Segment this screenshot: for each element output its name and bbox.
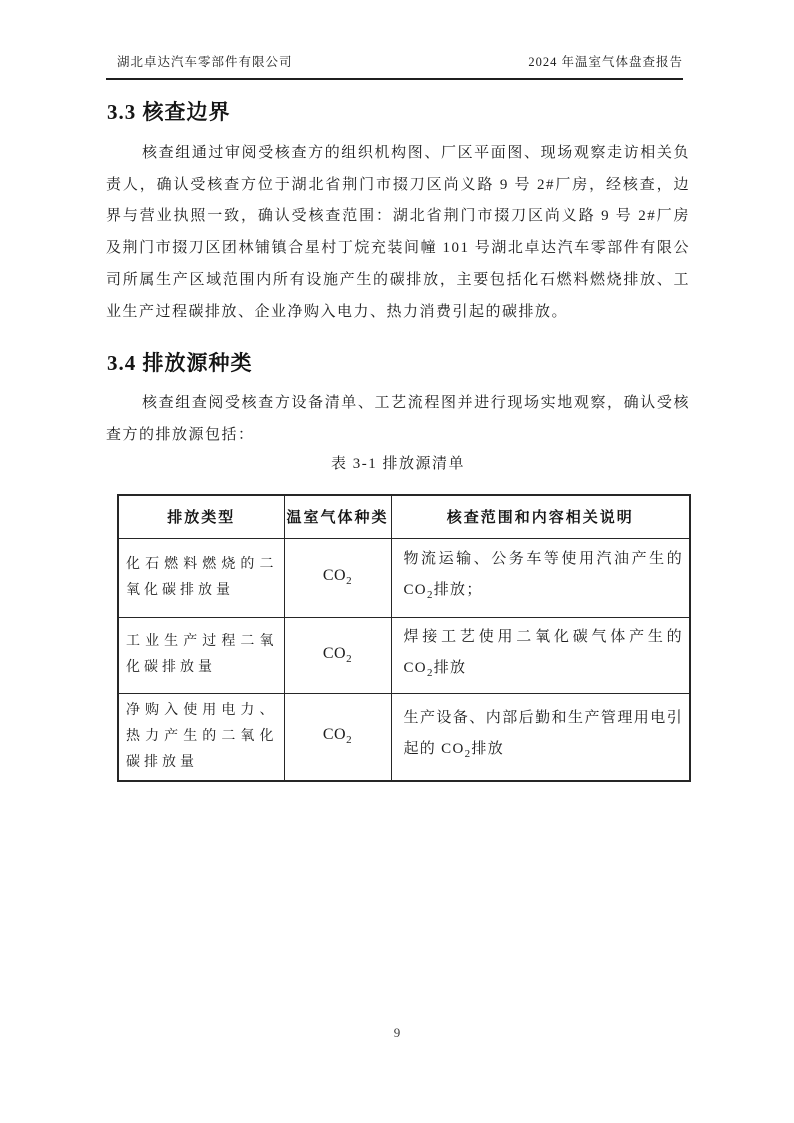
header-report-title: 2024 年温室气体盘查报告 (528, 55, 683, 69)
column-header-emission-type: 排放类型 (118, 495, 284, 538)
section-paragraph-3-4: 核查组查阅受核查方设备清单、工艺流程图并进行现场实地观察，确认受核查方的排放源包括： (106, 395, 690, 443)
header-company-name: 湖北卓达汽车零部件有限公司 (117, 55, 293, 69)
section-paragraph-3-3: 核查组通过审阅受核查方的组织机构图、厂区平面图、现场观察走访相关负责人，确认受核查方位于湖北省荆门市掇刀区尚义路 9 号 2#厂房，经核查，边界与营业执照一致，确认受核查范围：湖北省荆门市掇刀区尚义路 9 号 2#厂房及荆门市掇刀区团林铺镇合星村丁烷充装间幢 101 号湖北卓达汽车零部件有限公司所属生产区域范围内所有设施产生的碳排放，主要包括化石燃料燃烧排放、工业生产过程碳排放、企业净购入电力、热力消费引起的碳排放。 (106, 145, 690, 320)
table-row (118, 617, 690, 693)
section-heading-3-4: 3.4 排放源种类 (107, 351, 253, 375)
column-header-scope-description: 核查范围和内容相关说明 (391, 495, 690, 538)
table-header-row (118, 495, 690, 538)
section-heading-3-3: 3.3 核查边界 (107, 100, 231, 124)
emission-type-cell: 化石燃料燃烧的二氧化碳排放量 (118, 538, 284, 617)
scope-description-cell: 物流运输、公务车等使用汽油产生的$CO_2$排放； (391, 538, 690, 617)
table-caption: 表 3-1 排放源清单 (331, 456, 465, 472)
emission-type-cell: 工业生产过程二氧化碳排放量 (118, 617, 284, 693)
scope-description-cell: 焊接工艺使用二氧化碳气体产生的 $CO_2$排放 (391, 617, 690, 693)
gas-type-cell: $CO_2$ (284, 693, 391, 781)
column-header-gas-type: 温室气体种类 (284, 495, 391, 538)
emission-type-cell: 净购入使用电力、热力产生的二氧化碳排放量 (118, 693, 284, 781)
table-row (118, 693, 690, 781)
running-header (106, 52, 683, 80)
emission-source-table (117, 494, 691, 782)
gas-type-cell: $CO_2$ (284, 617, 391, 693)
gas-type-cell: $CO_2$ (284, 538, 391, 617)
page-number: 9 (393, 1025, 401, 1040)
table-row (118, 538, 690, 617)
scope-description-cell: 生产设备、内部后勤和生产管理用电引起的 $CO_2$排放 (391, 693, 690, 781)
